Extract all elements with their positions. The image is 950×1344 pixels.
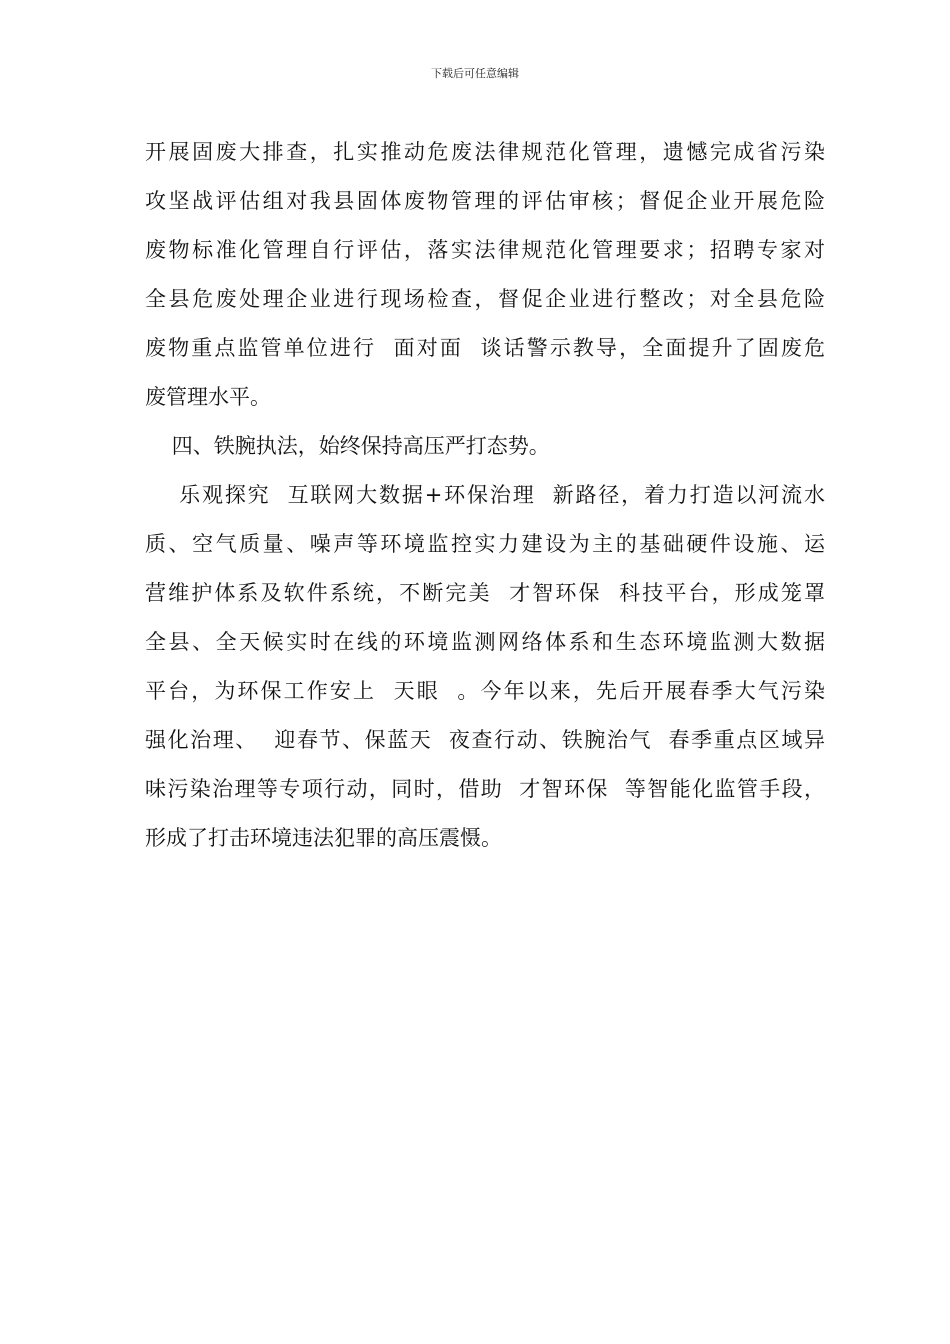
text-line: 废物重点监管单位进行 面对面 谈话警示教导，全面提升了固废危 [145,336,825,360]
text-line: 开展固废大排查，扎实推动危废法律规范化管理，遗憾完成省污染 [145,140,825,164]
document-body [145,128,825,863]
text-line: 强化治理、 迎春节、保蓝天 夜查行动、铁腕治气 春季重点区域异 [145,728,825,752]
text-line: 废物标准化管理自行评估，落实法律规范化管理要求；招聘专家对 [145,238,825,262]
text-line: 形成了打击环境违法犯罪的高压震慑。 [145,826,502,850]
text-line: 营维护体系及软件系统，不断完美 才智环保 科技平台，形成笼罩 [145,581,825,605]
section-heading [145,422,825,471]
text-line: 全县、全天候实时在线的环境监测网络体系和生态环境监测大数据 [145,630,825,654]
page-header-note: 下载后可任意编辑 [431,67,519,80]
paragraph-solid-waste [145,128,825,422]
text-line: 乐观探究 互联网大数据+环保治理 新路径，着力打造以河流水 [145,483,825,507]
text-line: 味污染治理等专项行动，同时，借助 才智环保 等智能化监管手段， [145,777,825,801]
text-line: 平台，为环保工作安上 天眼 。今年以来，先后开展春季大气污染 [145,679,825,703]
text-line: 废管理水平。 [145,385,271,409]
text-line: 攻坚战评估组对我县固体废物管理的评估审核；督促企业开展危险 [145,189,825,213]
text-line: 质、空气质量、噪声等环境监控实力建设为主的基础硬件设施、运 [145,532,825,556]
text-line: 全县危废处理企业进行现场检查，督促企业进行整改；对全县危险 [145,287,825,311]
section-heading-text: 四、铁腕执法，始终保持高压严打态势。 [145,434,550,458]
paragraph-enforcement [145,471,825,863]
